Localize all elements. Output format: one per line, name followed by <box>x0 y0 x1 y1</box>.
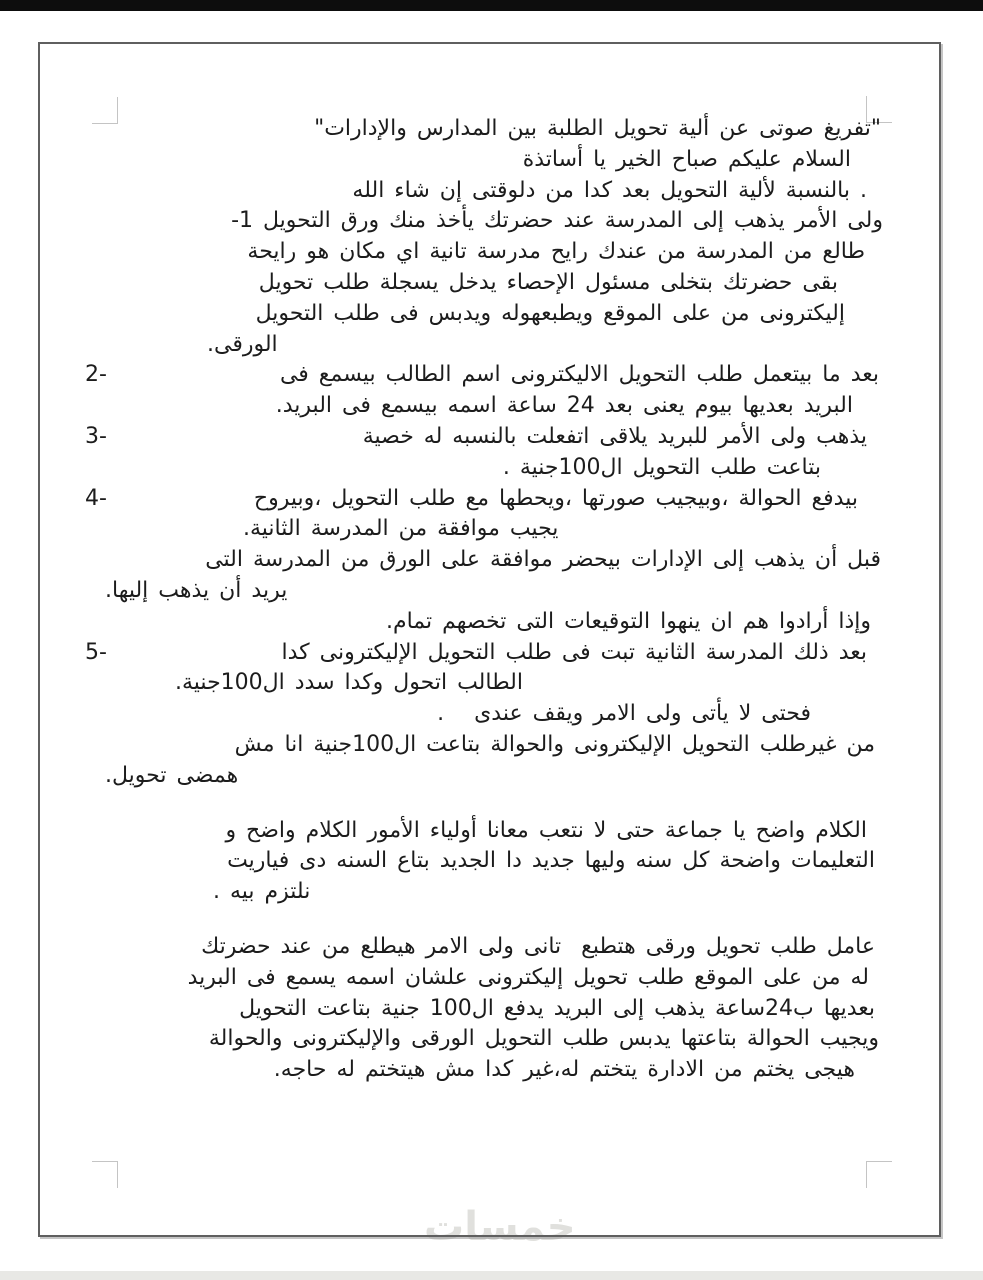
text-line: إليكترونى من على الموقع ويطبعهوله ويدبس فى طلب التحويل <box>255 300 845 326</box>
top-bar <box>0 0 983 11</box>
list-number: 2- <box>85 362 107 388</box>
paragraph-gap <box>85 792 883 816</box>
bottom-bar <box>0 1271 983 1280</box>
text-line: السلام عليكم صباح الخير يا أساتذة <box>522 146 851 172</box>
text-line: عامل طلب تحويل ورقى هتطبع تانى ولى الامر هيطلع من عند حضرتك <box>201 933 875 959</box>
list-item-line <box>85 638 883 669</box>
text-line: له من على الموقع طلب تحويل إليكترونى علشان اسمه يسمع فى البريد <box>187 964 869 990</box>
text-line: التعليمات واضحة كل سنه وليها جديد دا الجديد بتاع السنه دى فياريت <box>227 848 875 874</box>
text-line: "تفريغ صوتى عن ألية تحويل الطلبة بين المدارس والإدارات" <box>314 116 881 141</box>
watermark: خمسات <box>424 1204 576 1250</box>
text-line: الطالب اتحول وكدا سدد ال100جنية. <box>175 670 523 696</box>
text-line: . بالنسبة لألية التحويل بعد كدا من دلوقتى إن شاء الله <box>352 177 867 203</box>
text-line: يجيب موافقة من المدرسة الثانية. <box>243 516 559 542</box>
paragraph-gap <box>85 908 883 932</box>
list-number: 4- <box>85 485 107 511</box>
text-line: همضى تحويل. <box>105 762 239 788</box>
text-line: طالع من المدرسة من عندك رايح مدرسة تانية اي مكان هو رايحة <box>247 239 865 265</box>
list-number: -1 <box>231 208 253 234</box>
text-boundary-mark-bottom-left <box>92 1161 118 1188</box>
list-item-line <box>85 422 883 453</box>
text-line: بتاعت طلب التحويل ال100جنية . <box>502 454 821 480</box>
list-item-line <box>85 484 883 515</box>
text-line: الورقى. <box>207 331 278 357</box>
text-line: بقى حضرتك بتخلى مسئول الإحصاء يدخل يسجلة طلب تحويل <box>258 269 838 295</box>
text-line: نلتزم بيه . <box>213 879 311 905</box>
text-line: البريد بعديها بيوم يعنى بعد 24 ساعة اسمه بيسمع فى البريد. <box>275 393 853 419</box>
text-block <box>85 114 883 1086</box>
text-line: فحتى لا يأتى ولى الامر ويقف عندى . <box>437 701 811 727</box>
text-line: بعديها ب24ساعة يذهب إلى البريد يدفع ال100 جنية بتاعت التحويل <box>239 995 875 1021</box>
list-number: 5- <box>85 639 107 665</box>
text-line: يريد أن يذهب إليها. <box>105 577 288 603</box>
list-number: 3- <box>85 423 107 449</box>
text-line: بيدفع الحوالة ،وبيجيب صورتها ،ويحطها مع طلب التحويل ،وبيروح <box>253 485 858 511</box>
text-line: هيجى يختم من الادارة يتختم له،غير كدا مش هيتختم له حاجه. <box>273 1057 855 1083</box>
text-boundary-mark-bottom-right <box>866 1161 892 1188</box>
text-line: الكلام واضح يا جماعة حتى لا نتعب معانا أولياء الأمور الكلام واضح و <box>225 817 867 843</box>
text-line: يذهب ولى الأمر للبريد يلاقى اتفعلت بالنسبه له خصية <box>362 423 867 449</box>
text-line: قبل أن يذهب إلى الإدارات بيحضر موافقة على الورق من المدرسة التى <box>205 547 881 573</box>
list-item-line: ولى الأمر يذهب إلى المدرسة عند حضرتك يأخذ منك ورق التحويل -1 <box>231 208 883 234</box>
text-line: بعد ذلك المدرسة الثانية تبت فى طلب التحويل الإليكترونى كدا <box>281 639 867 665</box>
list-item-line <box>85 360 883 391</box>
text-line: من غيرطلب التحويل الإليكترونى والحوالة بتاعت ال100جنية انا مش <box>234 731 875 757</box>
text-line: بعد ما بيتعمل طلب التحويل الاليكترونى اسم الطالب بيسمع فى <box>279 362 879 388</box>
text-line: وإذا أرادوا هم ان ينهوا التوقيعات التى تخصهم تمام. <box>385 608 871 634</box>
text-line: ويجيب الحوالة بتاعتها يدبس طلب التحويل الورقى والإليكترونى والحوالة <box>208 1026 879 1052</box>
